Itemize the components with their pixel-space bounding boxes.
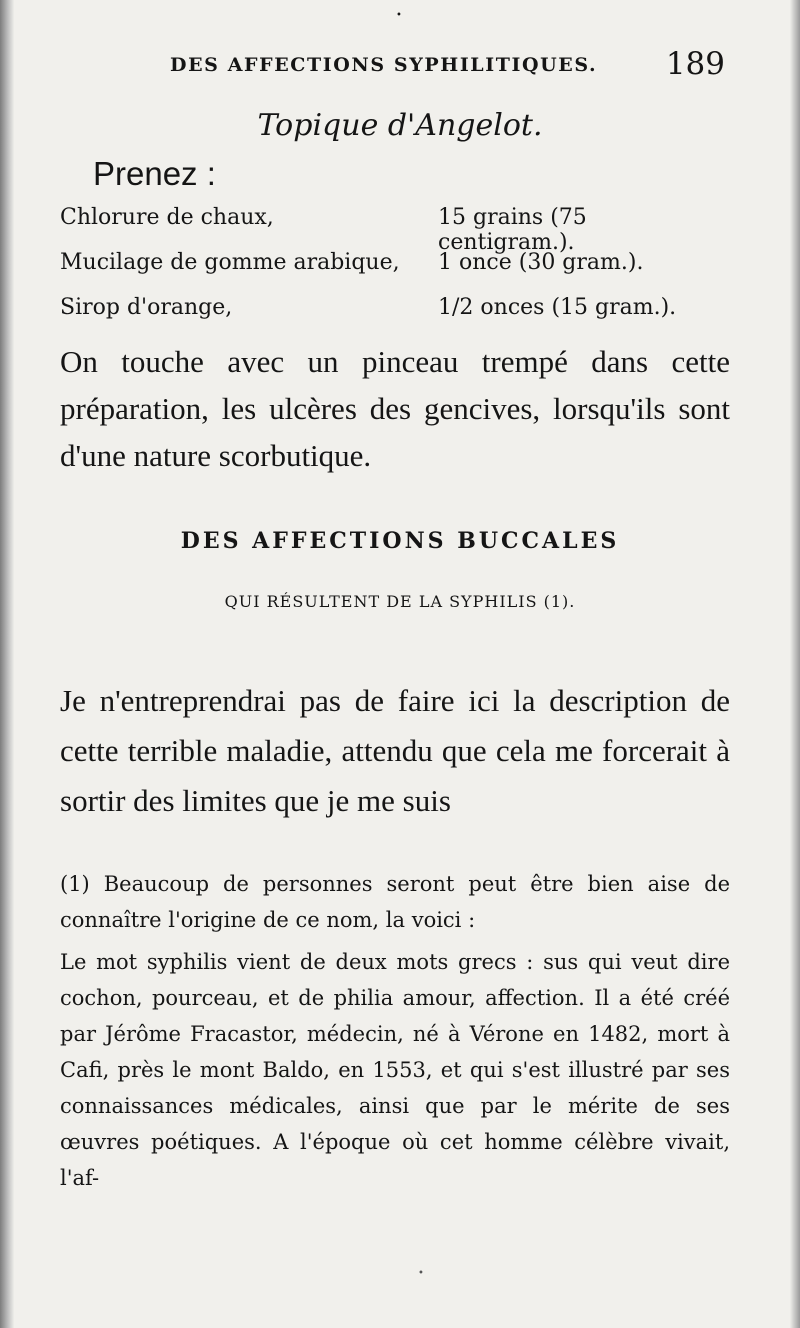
page-number: 189 [665,46,725,82]
section-subtitle: QUI RÉSULTENT DE LA SYPHILIS (1). [224,592,576,611]
ingredient-name: Chlorure de chaux, [60,205,274,230]
ingredient-row [60,205,730,255]
ingredient-list [60,205,730,340]
ingredient-row [60,295,730,340]
ingredient-quantity: 1 once (30 gram.). [438,250,644,275]
running-head: DES AFFECTIONS SYPHILITIQUES. [170,54,598,76]
section-title: DES AFFECTIONS BUCCALES [180,528,620,554]
page-right-edge-shadow [790,0,800,1328]
body-paragraph: Je n'entreprendrai pas de faire ici la description de cette terrible maladie, attendu que cela me forcerait à sortir des limites que je me suis [60,683,730,818]
footnote-paragraph: (1) Beaucoup de personnes seront peut être bien aise de connaître l'origine de ce nom, la voici : [60,872,730,932]
ingredient-quantity: 15 grains (75 centigram.). [438,205,587,255]
footnote [60,866,730,1196]
recipe-instruction: On touche avec un pinceau trempé dans cette préparation, les ulcères des gencives, lorsqu'ils sont d'une nature scorbutique. [60,344,730,473]
page-left-edge-shadow [0,0,14,1328]
ingredient-name: Sirop d'orange, [60,295,233,320]
page-header [60,46,725,90]
ingredient-quantity: 1/2 onces (15 gram.). [438,295,677,320]
prenez-label: Prenez : [93,155,216,192]
top-ornament-dot: • [396,10,402,21]
footnote-paragraph: Le mot syphilis vient de deux mots grecs : sus qui veut dire cochon, pourceau, et de philia amour, affection. Il a été créé par Jérôme Fracastor, médecin, né à Vérone en 1482, mort à Cafi, près le mont Baldo, en 1553, et qui s'est illustré par ses connaissances médicales, ainsi que par le mérite de ses œuvres poétiques. A l'époque où cet homme célèbre vivait, l'af- [60,950,730,1190]
ingredient-row [60,250,730,295]
recipe-title: Topique d'Angelot. [257,108,543,143]
bottom-ornament-dot: • [418,1268,424,1279]
ingredient-name: Mucilage de gomme arabique, [60,250,400,275]
